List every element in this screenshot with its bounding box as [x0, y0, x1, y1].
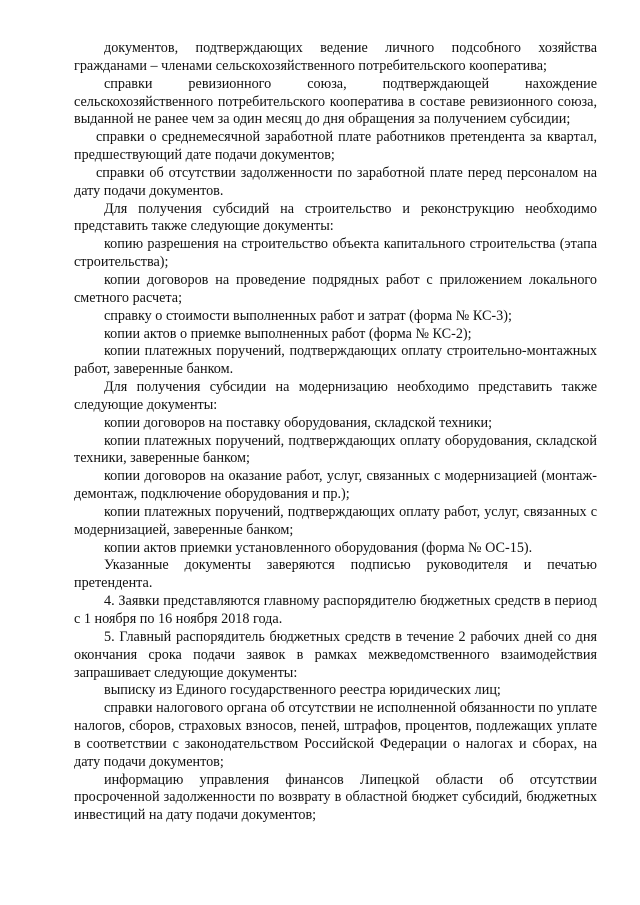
paragraph-9: копии актов о приемке выполненных работ (форма № КС-2);: [104, 325, 472, 342]
paragraph-17: Указанные документы заверяются подписью руководителя и печатью претендента.: [74, 557, 597, 592]
paragraph-13: копии платежных поручений, подтверждающих оплату оборудования, складской техники, заверенные банком;: [74, 432, 597, 467]
document-page: [74, 40, 597, 825]
paragraph-21: справки налогового органа об отсутствии не исполненной обязанности по уплате налогов, сборов, страховых взносов, пеней, штрафов, процентов, подлежащих уплате в соответствии с законодательством Российской Федерации о налогах и сборах, на дату подачи документов;: [74, 700, 597, 770]
paragraph-19: 5. Главный распорядитель бюджетных средств в течение 2 рабочих дней со дня окончания срока подачи заявок в рамках межведомственного взаимодействия запрашивает следующие документы:: [74, 628, 597, 681]
paragraph-14: копии договоров на оказание работ, услуг, связанных с модернизацией (монтаж-демонтаж, подключение оборудования и пр.);: [74, 468, 597, 503]
paragraph-22: информацию управления финансов Липецкой области об отсутствии просроченной задолженности по возврату в областной бюджет субсидий, бюджетных инвестиций на дату подачи документов;: [74, 771, 597, 824]
paragraph-1: документов, подтверждающих ведение личного подсобного хозяйства гражданами – членами сельскохозяйственного потребительского кооператива;: [74, 40, 597, 74]
paragraph-15: копии платежных поручений, подтверждающих оплату работ, услуг, связанных с модернизацией, заверенные банком;: [74, 503, 597, 538]
paragraph-20: выписку из Единого государственного реестра юридических лиц;: [104, 682, 501, 699]
paragraph-5: Для получения субсидий на строительство и реконструкцию необходимо представить также следующие документы:: [74, 200, 597, 235]
paragraph-6: копию разрешения на строительство объекта капитального строительства (этапа строительства);: [74, 236, 597, 271]
paragraph-4: справки об отсутствии задолженности по заработной плате перед персоналом на дату подачи документов.: [74, 164, 597, 199]
paragraph-10: копии платежных поручений, подтверждающих оплату строительно-монтажных работ, заверенные банком.: [74, 343, 597, 378]
paragraph-7: копии договоров на проведение подрядных работ с приложением локального сметного расчета;: [74, 271, 597, 306]
paragraph-2: справки ревизионного союза, подтверждающей нахождение сельскохозяйственного потребительского кооператива в составе ревизионного союза, выданной не ранее чем за один месяц до дня обращения за получением субсидии;: [74, 75, 597, 128]
paragraph-18: 4. Заявки представляются главному распорядителю бюджетных средств в период с 1 ноября по 16 ноября 2018 года.: [74, 593, 597, 627]
paragraph-16: копии актов приемки установленного оборудования (форма № ОС-15).: [104, 539, 533, 556]
paragraph-3: справки о среднемесячной заработной плате работников претендента за квартал, предшествующий дате подачи документов;: [74, 129, 597, 164]
paragraph-11: Для получения субсидии на модернизацию необходимо представить также следующие документы:: [74, 379, 597, 413]
paragraph-8: справку о стоимости выполненных работ и затрат (форма № КС-3);: [104, 307, 512, 324]
paragraph-12: копии договоров на поставку оборудования, складской техники;: [104, 414, 493, 431]
